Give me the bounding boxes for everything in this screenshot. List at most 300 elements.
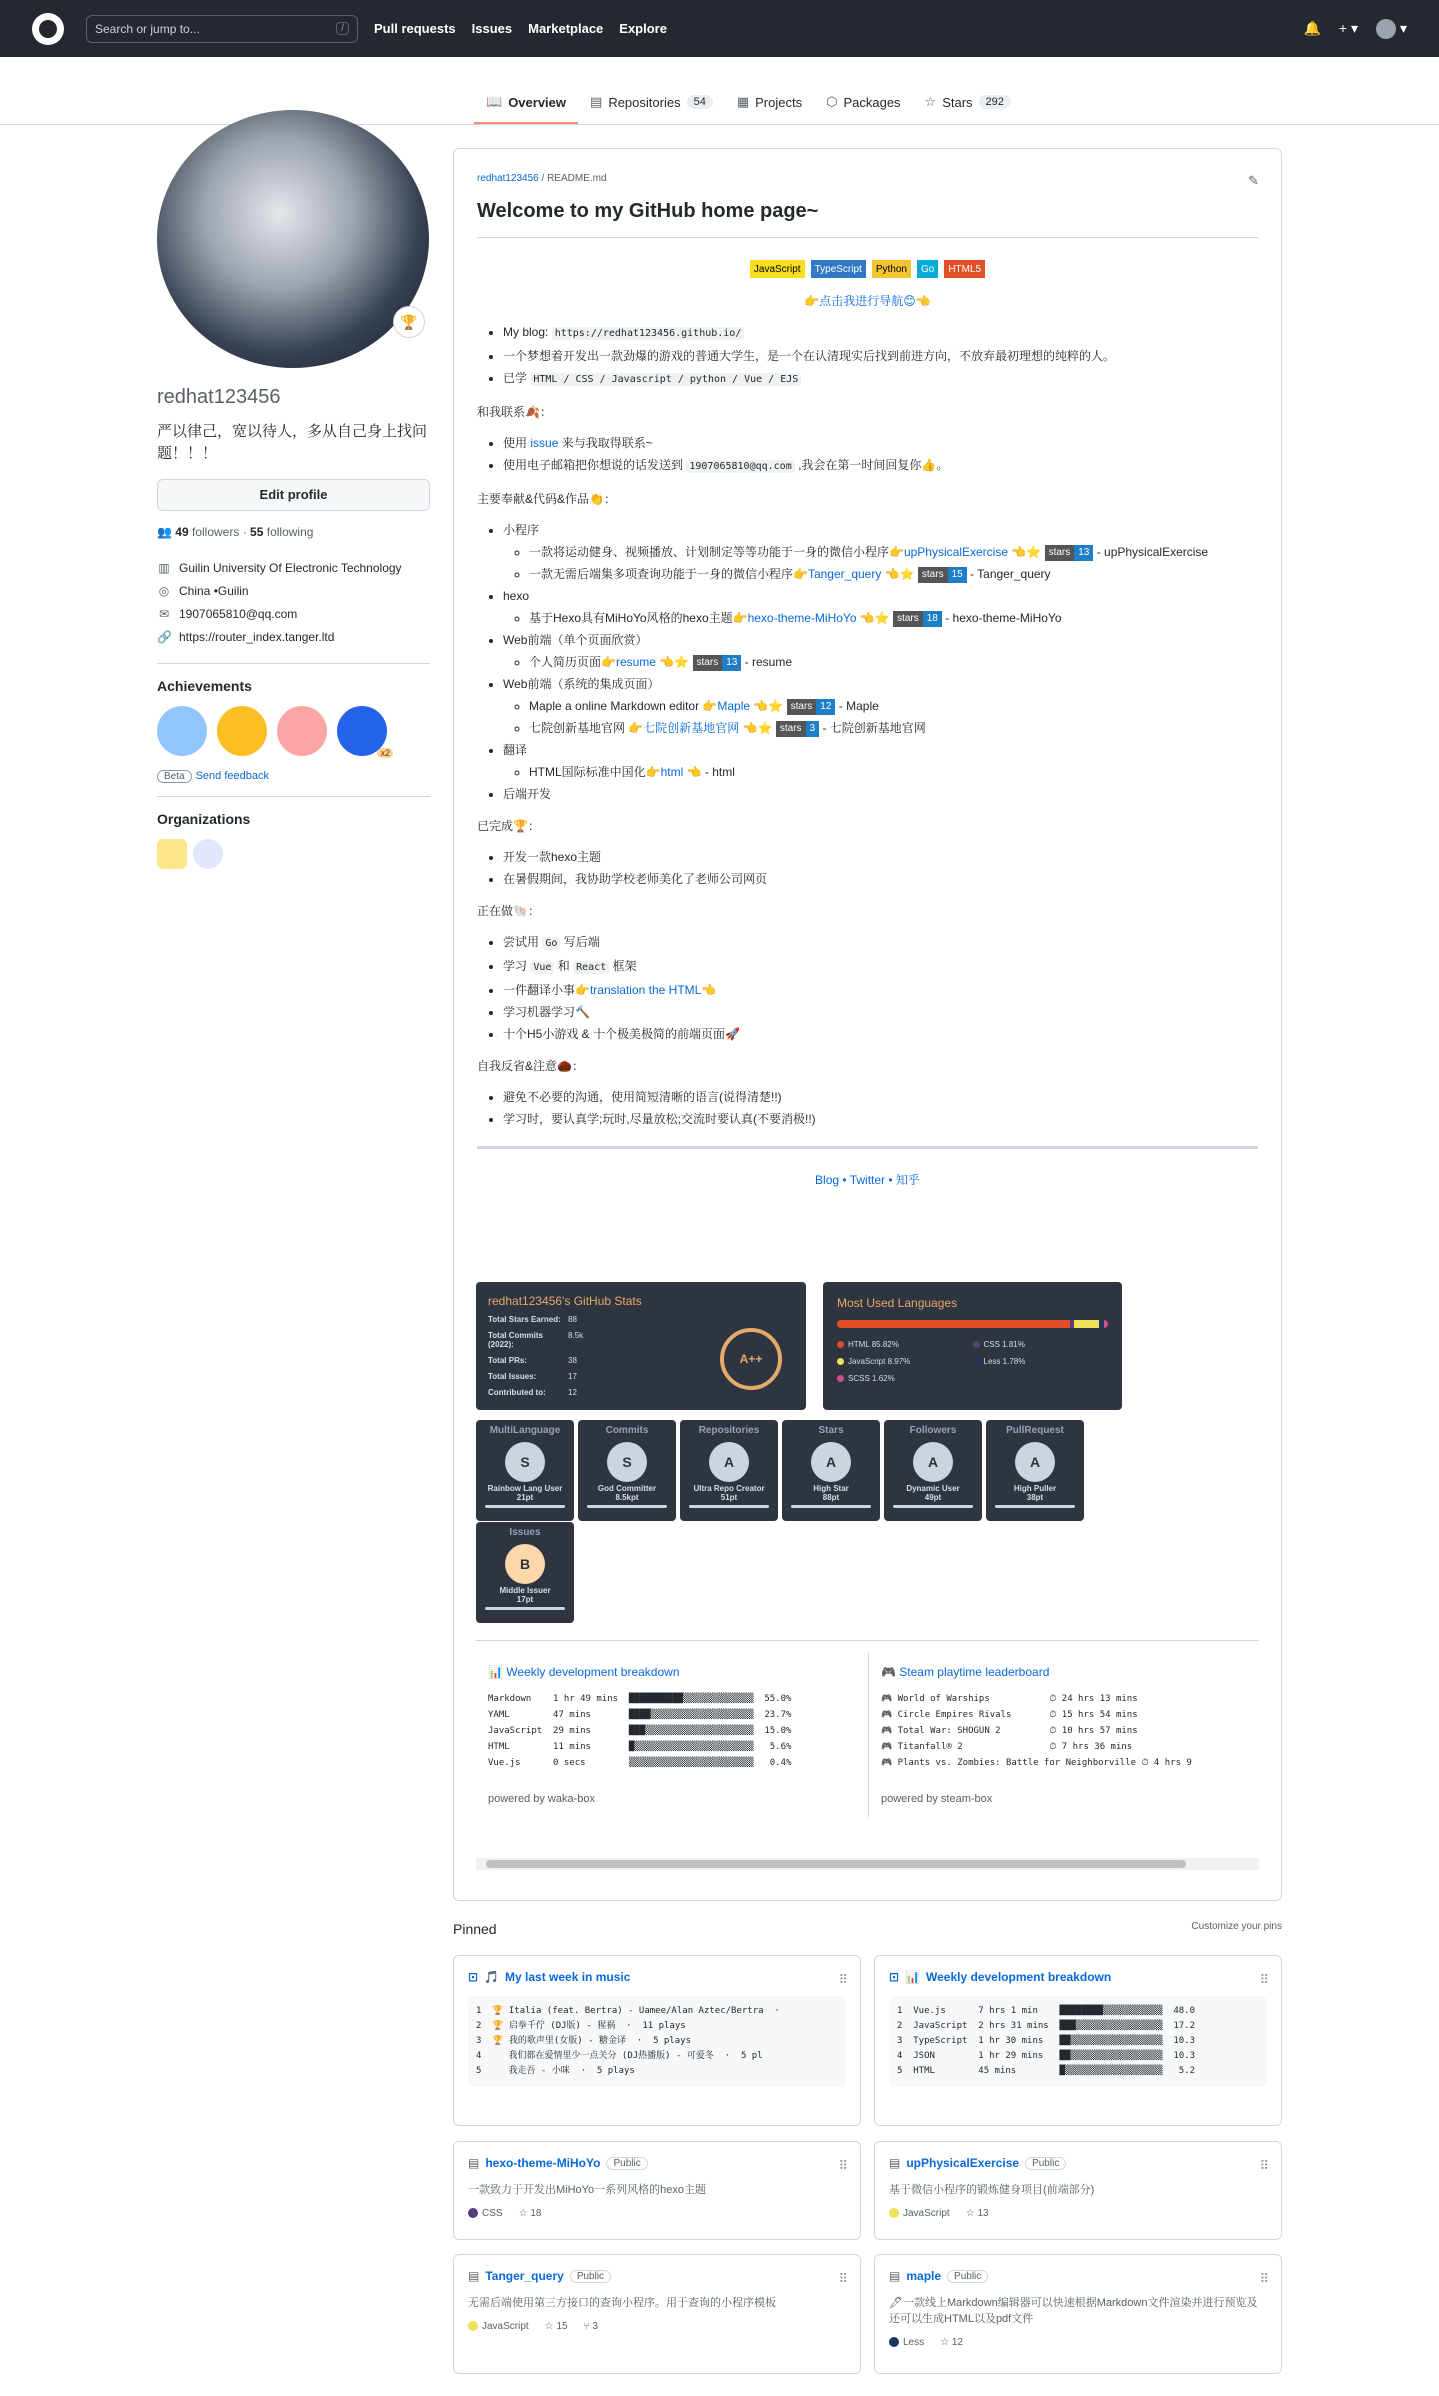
list-item: ◦ 七院创新基地官网 👉七院创新基地官网 👈⭐ stars 3 - 七院创新基地官网	[529, 717, 1258, 739]
stars-link[interactable]: ☆ 13	[965, 2208, 989, 2219]
language	[468, 2321, 529, 2332]
music-icon: 🎵	[484, 1970, 500, 1984]
text: ,我会在第一时间回复你👍。	[798, 458, 949, 472]
mail-icon: ✉	[158, 607, 170, 621]
list-item	[503, 931, 1258, 955]
shield-badge: Go	[917, 260, 938, 278]
shield-badge: JavaScript	[750, 260, 805, 278]
drag-handle-icon[interactable]: ⠿	[838, 2158, 848, 2173]
list-item: ◦ HTML国际标准中国化👉html 👈 - html	[529, 761, 1258, 783]
reflect-list	[503, 1086, 1258, 1130]
language	[889, 2337, 924, 2348]
stats-value: 38	[568, 1356, 577, 1365]
blog-url[interactable]: https://redhat123456.github.io/	[552, 327, 745, 340]
works-heading: 主要奉献&代码&作品👏：	[477, 492, 616, 506]
tab-label: Packages	[843, 94, 901, 110]
profile-bio: 严以律己，宽以待人，多从自己身上找问题！！！	[157, 423, 428, 462]
text: 👈	[701, 983, 717, 997]
tab-stars[interactable]	[913, 94, 1023, 124]
trophy-points: 17pt	[516, 1595, 534, 1604]
intro-list	[503, 321, 1258, 391]
stars-badge	[787, 699, 836, 715]
forks-link[interactable]: ⑂ 3	[583, 2321, 598, 2332]
steam-lines: 🎮 World of Warships ⏱ 24 hrs 13 mins 🎮 Circle Empires Rivals ⏱ 15 hrs 54 mins 🎮 Total War: SHOGUN 2 ⏱ 10 hrs 57 mins 🎮 Titanfall® 2 ⏱ 7 hrs 36 mins 🎮 Plants vs. Zombies: Battle for Neighborville ⏱ 4 hrs 9	[881, 1694, 1192, 1768]
trophy-icon: S	[505, 1442, 545, 1482]
location-icon: ◎	[158, 584, 170, 598]
trophy-points: 51pt	[720, 1493, 738, 1502]
achievements-heading[interactable]: Achievements	[157, 678, 252, 694]
category-label: 翻译	[503, 743, 528, 757]
pencil-icon[interactable]: ✎	[1248, 173, 1259, 188]
language-dot	[837, 1341, 844, 1348]
slash-shortcut: /	[336, 22, 349, 35]
text: - Tanger_query	[970, 567, 1051, 581]
achievement-badge-pull-shark[interactable]	[217, 706, 267, 756]
trophy-name: High Star	[813, 1484, 849, 1493]
language-pct: 8.97%	[887, 1357, 911, 1366]
trophy-points: 88pt	[822, 1493, 840, 1502]
text: 写后端	[563, 935, 600, 949]
stats-key: Total Commits (2022):	[488, 1331, 543, 1349]
list-item	[503, 367, 1258, 391]
followers-label[interactable]: followers	[192, 525, 240, 539]
repo-icon: ▤	[590, 94, 603, 109]
steam-powered[interactable]: powered by steam-box	[881, 1793, 993, 1805]
list-item: ◦ 基于Hexo具有MiHoYo风格的hexo主题👉hexo-theme-MiHoYo 👈⭐ stars 18 - hexo-theme-MiHoYo	[529, 607, 1258, 629]
package-icon: ⬡	[826, 94, 838, 109]
organizations-section	[157, 796, 430, 869]
stats-key: Total PRs:	[488, 1356, 527, 1365]
trophy-level-bar	[587, 1505, 667, 1508]
learned-label: 已学	[503, 371, 528, 385]
language-dot	[468, 2208, 478, 2218]
repo-description: 一款致力于开发出MiHoYo一系列风格的hexo主题	[468, 2184, 706, 2196]
repo-name-link[interactable]: maple	[906, 2269, 942, 2283]
email-link[interactable]: 1907065810@qq.com	[179, 607, 298, 621]
pin-title[interactable]: Weekly development breakdown	[926, 1970, 1112, 1984]
language	[468, 2208, 503, 2219]
trophy-card	[578, 1420, 676, 1521]
project-link[interactable]: hexo-theme-MiHoYo	[747, 611, 857, 625]
code-square-icon: ⊡	[889, 1970, 900, 1984]
drag-handle-icon[interactable]: ⠿	[1259, 2271, 1269, 2286]
list-item: ◦ 一款无需后端集多项查询功能于一身的微信小程序👉Tanger_query 👈⭐ stars 15 - Tanger_query	[529, 563, 1258, 585]
tab-packages[interactable]	[814, 94, 912, 124]
horizontal-scrollbar[interactable]	[476, 1858, 1259, 1870]
list-item: ◦ 个人简历页面👉resume 👈⭐ stars 13 - resume	[529, 651, 1258, 673]
waka-pin-lines: 1 Vue.js 7 hrs 1 min ████████▒▒▒▒▒▒▒▒▒▒▒ 48.0 2 JavaScript 2 hrs 31 mins ███▒▒▒▒▒▒▒▒▒▒▒▒▒▒▒▒ 17.2 3 TypeScript 1 hr 30 mins ██▒▒▒▒▒▒▒▒▒▒▒▒▒▒▒▒▒ 10.3 4 JSON 1 hr 29 mins ██▒▒▒▒▒▒▒▒▒▒▒▒▒▒▒▒▒ 10.3 5 HTML 45 mins █▒▒▒▒▒▒▒▒▒▒▒▒▒▒▒▒▒▒ 5.2	[889, 1996, 1267, 2087]
stats-key: Contributed to:	[488, 1388, 546, 1397]
gamepad-icon: 🎮	[881, 1665, 900, 1679]
trophy-card	[680, 1420, 778, 1521]
trophy-name: Rainbow Lang User	[487, 1484, 563, 1493]
category-label: 小程序	[503, 523, 540, 537]
text: 学习	[503, 959, 528, 973]
repo-icon: ▤	[468, 2156, 480, 2170]
stats-row	[488, 1315, 794, 1324]
doing-list	[503, 931, 1258, 1045]
stars-link[interactable]: ☆ 15	[544, 2321, 568, 2332]
pinned-header	[453, 1921, 1282, 1937]
project-link[interactable]: 七院创新基地官网	[643, 721, 740, 735]
text: 尝试用	[503, 935, 540, 949]
stars-count: 15	[556, 2321, 568, 2332]
visibility-label: Public	[570, 2270, 611, 2283]
repo-icon: ▤	[889, 2156, 901, 2170]
list-item	[503, 955, 1258, 979]
list-item	[503, 979, 1258, 1001]
language-bar-segment	[1104, 1320, 1108, 1328]
achievement-badge-arctic[interactable]	[337, 706, 390, 758]
language-name: JavaScript	[848, 1357, 886, 1366]
pinned-repo	[453, 2141, 861, 2240]
table-icon: ▦	[736, 94, 750, 109]
nav-explore[interactable]: Explore	[619, 21, 667, 36]
trophy-points: 8.5kpt	[615, 1493, 639, 1502]
text: - 七院创新基地官网	[822, 721, 926, 735]
status-emoji-icon[interactable]: 🏆	[393, 306, 425, 338]
chart-icon: 📊	[905, 1970, 921, 1984]
language-dot	[889, 2208, 899, 2218]
text: - resume	[744, 655, 793, 669]
trophy-points: 38pt	[1026, 1493, 1044, 1502]
pinned-repo	[874, 2141, 1282, 2240]
stars-link[interactable]: ☆ 18	[518, 2208, 542, 2219]
list-item	[503, 321, 1258, 345]
steam-title-text: Steam playtime leaderboard	[899, 1665, 1050, 1679]
repo-name-link[interactable]: hexo-theme-MiHoYo	[485, 2156, 601, 2170]
shield-badges	[477, 260, 1258, 278]
stars-badge	[893, 611, 942, 627]
language	[889, 2208, 950, 2219]
trophy-card	[476, 1522, 574, 1623]
user-menu[interactable]: ▾	[1376, 19, 1407, 39]
readme-file: README.md	[547, 173, 607, 184]
language-name: CSS	[482, 2208, 503, 2219]
stats-value: 17	[568, 1372, 577, 1381]
list-item: • 避免不必要的沟通，使用简短清晰的语言(说得清楚!!)	[503, 1086, 1258, 1108]
language-name: JavaScript	[903, 2208, 950, 2219]
profile-sidebar	[157, 110, 430, 869]
shield-badge: Python	[872, 260, 911, 278]
project-link[interactable]: Tanger_query	[807, 567, 882, 581]
badge-multiplier: x2	[377, 748, 393, 758]
organization-icon: ▥	[158, 561, 170, 575]
trophy-name: Ultra Repo Creator	[693, 1484, 765, 1493]
followers-count[interactable]: 49	[175, 525, 189, 539]
stars-badge-count: 12	[816, 699, 835, 715]
people-icon: 👥	[157, 525, 172, 539]
language-bar-segment	[1074, 1320, 1098, 1328]
following-label[interactable]: following	[266, 525, 314, 539]
repo-icon: ▤	[889, 2269, 901, 2283]
top-header	[0, 0, 1439, 57]
trophy-card	[986, 1420, 1084, 1521]
language-item	[837, 1340, 973, 1349]
text: - html	[704, 765, 735, 779]
stars-badge	[776, 721, 819, 737]
code: Go	[542, 937, 560, 950]
language-bar-segment	[837, 1320, 1070, 1328]
vcard-details	[157, 557, 430, 649]
stars-badge-label: stars	[693, 655, 723, 671]
text: 一款无需后端集多项查询功能于一身的微信小程序👉	[529, 567, 808, 581]
list-item	[503, 585, 1258, 629]
stats-value: 12	[568, 1388, 577, 1397]
readme-path	[477, 173, 1258, 184]
stars-badge-label: stars	[787, 699, 817, 715]
works-list	[503, 519, 1258, 805]
text: 使用电子邮箱把你想说的话发送到	[503, 458, 684, 472]
repo-description: 基于微信小程序的锻炼健身项目(前端部分)	[889, 2184, 1095, 2196]
shield-badge: TypeScript	[811, 260, 866, 278]
stats-grade: A++	[720, 1328, 782, 1390]
language-name: Less	[903, 2337, 925, 2348]
repo-name-link[interactable]: upPhysicalExercise	[906, 2156, 1020, 2170]
avatar-small	[1376, 19, 1396, 39]
edit-profile-button[interactable]: Edit profile	[157, 479, 430, 511]
profile-readme	[453, 148, 1282, 1901]
trophy-title: Stars	[818, 1425, 844, 1436]
contact-list	[503, 432, 1258, 478]
stars-link[interactable]: ☆ 12	[940, 2337, 963, 2348]
gist-boxes	[476, 1640, 1259, 1866]
language-pct: 1.62%	[872, 1374, 895, 1383]
list-item: • 学习机器学习🔨	[503, 1001, 1258, 1023]
readme-user-link[interactable]: redhat123456	[477, 173, 539, 184]
stars-count: 12	[951, 2337, 963, 2348]
translation-link[interactable]: translation the HTML	[589, 983, 702, 997]
trophy-points: 21pt	[516, 1493, 534, 1502]
category-label: hexo	[503, 589, 530, 603]
shield-badge: HTML5	[944, 260, 985, 278]
bell-icon[interactable]: 🔔	[1303, 20, 1321, 36]
stars-badge-label: stars	[918, 567, 948, 583]
trophy-icon: A	[913, 1442, 953, 1482]
trophy-icon: S	[607, 1442, 647, 1482]
star-icon: ☆	[924, 94, 937, 109]
stats-key: Total Stars Earned:	[488, 1315, 561, 1324]
trophy-level-bar	[995, 1505, 1075, 1508]
book-icon: 📖	[486, 94, 503, 109]
achievement-badge-yolo[interactable]	[277, 706, 327, 756]
drag-handle-icon[interactable]: ⠿	[838, 2271, 848, 2286]
repo-name-link[interactable]: Tanger_query	[485, 2269, 564, 2283]
text: 和	[557, 959, 570, 973]
steam-title[interactable]	[881, 1665, 1247, 1679]
code: Vue	[530, 961, 554, 974]
category-label: Web前端（系统的集成页面）	[503, 677, 660, 691]
customize-pins-link[interactable]: Customize your pins	[1191, 1921, 1282, 1932]
language-pct: 85.82%	[871, 1340, 899, 1349]
chart-icon: 📊	[488, 1665, 507, 1679]
done-list	[503, 846, 1258, 890]
steam-box	[868, 1653, 1259, 1817]
tab-projects[interactable]	[725, 94, 814, 124]
trophy-points: 49pt	[924, 1493, 942, 1502]
language-pct: 1.81%	[1002, 1340, 1025, 1349]
text: 框架	[612, 959, 637, 973]
learned-skills: HTML / CSS / Javascript / python / Vue / EJS	[530, 373, 801, 386]
stars-badge-label: stars	[776, 721, 806, 737]
trophy-level-bar	[791, 1505, 871, 1508]
trophy-level-bar	[485, 1505, 565, 1508]
trophy-title: MultiLanguage	[489, 1425, 561, 1436]
tab-label: Overview	[508, 94, 567, 110]
stars-badge-count: 18	[923, 611, 942, 627]
language-item	[837, 1357, 973, 1366]
tab-overview[interactable]	[474, 94, 578, 124]
stats-title: redhat123456's GitHub Stats	[488, 1294, 642, 1308]
list-item: • 开发一款hexo主题	[503, 846, 1258, 868]
language-name: JavaScript	[482, 2321, 529, 2332]
drag-handle-icon[interactable]: ⠿	[1259, 2158, 1269, 2173]
trophy-name: Middle Issuer	[499, 1586, 551, 1595]
project-link[interactable]: resume	[615, 655, 656, 669]
text: 一件翻译小事👉	[503, 983, 590, 997]
stars-badge-label: stars	[893, 611, 923, 627]
trophy-card	[884, 1420, 982, 1521]
project-link[interactable]: html	[660, 765, 684, 779]
reflect-heading: 自我反省&注意🌰：	[477, 1059, 584, 1073]
trophy-title: Followers	[909, 1425, 957, 1436]
search-placeholder: Search or jump to...	[95, 21, 200, 36]
trophy-title: Commits	[605, 1425, 649, 1436]
text: 一款将运动健身、视频播放、计划制定等等功能于一身的微信小程序👉	[529, 545, 904, 559]
beta-label: Beta	[157, 770, 192, 783]
list-item: • 在暑假期间，我协助学校老师美化了老师公司网页	[503, 868, 1258, 890]
list-item: ◦ 一款将运动健身、视频播放、计划制定等等功能于一身的微信小程序👉upPhysicalExercise 👈⭐ stars 13 - upPhysicalExercise	[529, 541, 1258, 563]
list-item	[503, 432, 1258, 454]
stars-counter: 292	[979, 95, 1011, 109]
nav-marketplace[interactable]: Marketplace	[528, 21, 604, 36]
org-avatar[interactable]	[193, 839, 223, 869]
github-logo-icon[interactable]	[32, 13, 64, 45]
waka-box	[476, 1653, 859, 1817]
stats-value: 8.5k	[568, 1331, 584, 1340]
language-name: Less	[983, 1357, 1001, 1366]
trophy-card	[782, 1420, 880, 1521]
music-lines: 1 🏆 Italia (feat. Bertra) - Uamee/Alan Aztec/Bertra · 2 🏆 启拳千佇 (DJ版) - 猩祸 · 11 plays 3 🏆 我的歌声里(女版) - 糖金译 · 5 plays 4 我们都在爱情里少一点关分 (DJ热播版) - 可爱冬 · 5 pl 5 我走吾 - 小咪 · 5 plays	[468, 1996, 846, 2087]
pinned-repo	[874, 2254, 1282, 2374]
drag-handle-icon[interactable]: ⠿	[838, 1972, 848, 1987]
plus-icon[interactable]: + ▾	[1338, 20, 1358, 36]
profile-avatar[interactable]	[157, 110, 429, 368]
list-item	[503, 673, 1258, 739]
waka-title[interactable]	[488, 1665, 847, 1679]
code: React	[573, 961, 609, 974]
tab-label: Projects	[755, 94, 803, 110]
org-avatar[interactable]	[157, 839, 187, 869]
language-pct: 1.78%	[1002, 1357, 1026, 1366]
readme-nav-link[interactable]: 👉点击我进行导航😊👈	[804, 294, 931, 308]
language-name: CSS	[983, 1340, 1000, 1349]
github-stats-card	[476, 1282, 806, 1410]
list-item: • 十个H5小游戏 & 十个极美极简的前端页面🚀	[503, 1023, 1258, 1045]
repo-counter: 54	[687, 95, 713, 109]
stats-key: Total Issues:	[488, 1372, 537, 1381]
language-dot	[468, 2321, 478, 2331]
organizations-heading: Organizations	[157, 811, 251, 827]
location: China •Guilin	[179, 584, 249, 598]
search-input[interactable]	[86, 15, 358, 43]
language-dot	[889, 2337, 899, 2347]
language-dot	[837, 1375, 844, 1382]
trophy-name: High Puller	[1013, 1484, 1057, 1493]
send-feedback-link[interactable]: Send feedback	[195, 770, 269, 782]
divider	[477, 1146, 1258, 1149]
pinned-gist-waka	[874, 1955, 1282, 2126]
achievements-section	[157, 663, 430, 782]
stars-badge-count: 13	[1074, 545, 1093, 561]
stars-badge-label: stars	[1045, 545, 1075, 561]
text: 使用	[503, 436, 528, 450]
text: 来与我取得联系~	[561, 436, 653, 450]
nav-issues[interactable]: Issues	[471, 21, 513, 36]
trophy-icon: A	[709, 1442, 749, 1482]
trophy-icon: B	[505, 1544, 545, 1584]
following-count[interactable]: 55	[250, 525, 264, 539]
social-links[interactable]: Blog • Twitter • 知乎	[815, 1173, 920, 1187]
project-link[interactable]: Maple	[717, 699, 751, 713]
trophy-name: God Committer	[597, 1484, 657, 1493]
text: HTML国际标准中国化👉	[529, 765, 661, 779]
visibility-label: Public	[1025, 2157, 1066, 2170]
text: - hexo-theme-MiHoYo	[945, 611, 1062, 625]
issue-link[interactable]: issue	[530, 436, 559, 450]
link-icon: 🔗	[157, 630, 172, 644]
trophy-title: Issues	[509, 1527, 541, 1538]
tab-repositories[interactable]	[578, 94, 725, 124]
list-item	[503, 739, 1258, 783]
stars-badge-count: 13	[722, 655, 741, 671]
stars-badge	[693, 655, 742, 671]
trophy-title: PullRequest	[1006, 1425, 1064, 1436]
text: 个人简历页面👉	[529, 655, 616, 669]
stars-count: 13	[977, 2208, 989, 2219]
pin-title[interactable]: My last week in music	[505, 1970, 631, 1984]
achievement-badge-quickdraw[interactable]	[157, 706, 207, 756]
language-dot	[973, 1341, 980, 1348]
website-link[interactable]: https://router_index.tanger.ltd	[179, 630, 335, 644]
languages-card	[823, 1282, 1122, 1410]
done-heading: 已完成🏆：	[477, 819, 540, 833]
blog-label: My blog:	[503, 325, 549, 339]
language-item	[837, 1374, 973, 1383]
stars-badge-count: 15	[948, 567, 967, 583]
visibility-label: Public	[947, 2270, 988, 2283]
drag-handle-icon[interactable]: ⠿	[1259, 1972, 1269, 1987]
waka-powered[interactable]: powered by waka-box	[488, 1793, 596, 1805]
trophy-level-bar	[689, 1505, 769, 1508]
list-item	[503, 519, 1258, 585]
language-name: HTML	[848, 1340, 870, 1349]
language-dot	[837, 1358, 844, 1365]
email-code: 1907065810@qq.com	[686, 460, 794, 473]
stars-count: 18	[530, 2208, 542, 2219]
project-link[interactable]: upPhysicalExercise	[903, 545, 1008, 559]
trophy-icon: A	[1015, 1442, 1055, 1482]
text: 七院创新基地官网 👉	[529, 721, 644, 735]
scrollbar-thumb[interactable]	[486, 1860, 1186, 1868]
contact-heading: 和我联系🍂：	[477, 405, 552, 419]
text: - upPhysicalExercise	[1096, 545, 1209, 559]
pinned-gist-music	[453, 1955, 861, 2126]
visibility-label: Public	[606, 2157, 647, 2170]
text: - Maple	[838, 699, 879, 713]
language-item	[973, 1357, 1109, 1366]
nav-pull-requests[interactable]: Pull requests	[374, 21, 456, 36]
